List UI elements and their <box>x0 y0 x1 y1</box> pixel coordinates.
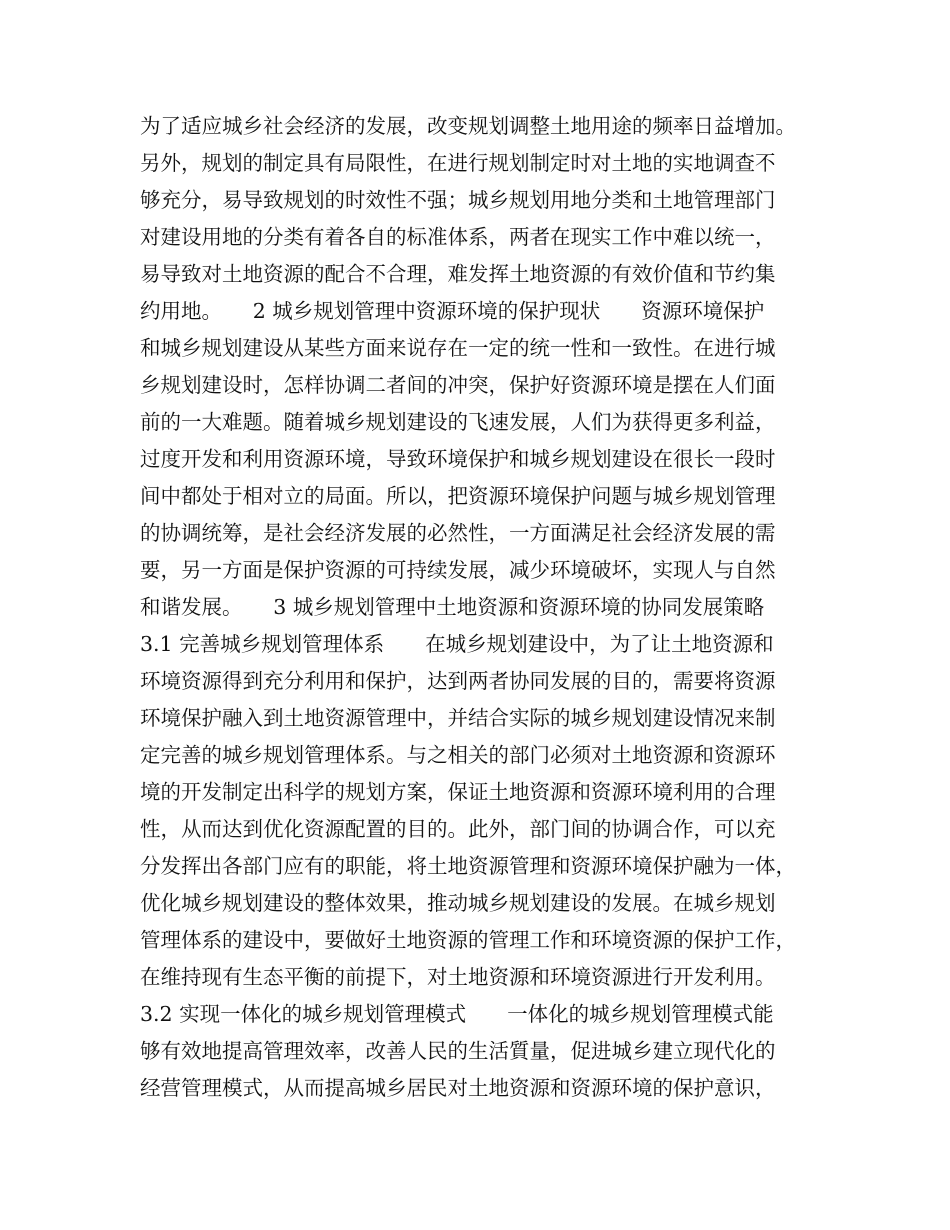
text-line: 分发挥出各部门应有的职能，将土地资源管理和资源环境保护融为一体， <box>140 854 796 878</box>
text-line: 够有效地提高管理效率，改善人民的生活質量，促进城乡建立现代化的 <box>140 1039 776 1063</box>
text-line: 性，从而达到优化资源配置的目的。此外，部门间的协调合作，可以充 <box>140 817 776 841</box>
text-line: 经营管理模式，从而提高城乡居民对土地资源和资源环境的保护意识， <box>140 1076 776 1100</box>
text-line: 环境保护融入到土地资源管理中，并结合实际的城乡规划建设情况来制 <box>140 706 776 730</box>
text-line: 过度开发和利用资源环境，导致环境保护和城乡规划建设在很长一段时 <box>140 447 776 471</box>
text-line: 和城乡规划建设从某些方面来说存在一定的统一性和一致性。在进行城 <box>140 336 776 360</box>
text-line: 管理体系的建设中，要做好土地资源的管理工作和环境资源的保护工作， <box>140 928 796 952</box>
text-line: 易导致对土地资源的配合不合理，难发挥土地资源的有效价值和节约集 <box>140 262 776 286</box>
text-line: 前的一大难题。随着城乡规划建设的飞速发展，人们为获得更多利益， <box>140 410 776 434</box>
text-line: 环境资源得到充分利用和保护，达到两者协同发展的目的，需要将资源 <box>140 669 776 693</box>
text-line: 另外，规划的制定具有局限性，在进行规划制定时对土地的实地调查不 <box>140 151 776 175</box>
body-text <box>140 108 840 1107</box>
text-line: 的协调统筹，是社会经济发展的必然性，一方面满足社会经济发展的需 <box>140 521 776 545</box>
text-line: 要，另一方面是保护资源的可持续发展，减少环境破坏，实现人与自然 <box>140 558 776 582</box>
text-line: 够充分，易导致规划的时效性不强；城乡规划用地分类和土地管理部门 <box>140 188 776 212</box>
text-line: 和谐发展。 3 城乡规划管理中土地资源和资源环境的协同发展策略 <box>140 595 765 619</box>
text-line: 间中都处于相对立的局面。所以，把资源环境保护问题与城乡规划管理 <box>140 484 776 508</box>
text-line: 优化城乡规划建设的整体效果，推动城乡规划建设的发展。在城乡规划 <box>140 891 776 915</box>
text-line: 约用地。 2 城乡规划管理中资源环境的保护现状 资源环境保护 <box>140 299 765 323</box>
text-line: 在维持现有生态平衡的前提下，对土地资源和环境资源进行开发利用。 <box>140 965 776 989</box>
text-line: 境的开发制定出科学的规划方案，保证土地资源和资源环境利用的合理 <box>140 780 776 804</box>
text-line: 对建设用地的分类有着各自的标准体系，两者在现实工作中难以统一， <box>140 225 776 249</box>
text-line: 定完善的城乡规划管理体系。与之相关的部门必须对土地资源和资源环 <box>140 743 776 767</box>
text-line: 为了适应城乡社会经济的发展，改变规划调整土地用途的频率日益增加。 <box>140 114 796 138</box>
text-line: 乡规划建设时，怎样协调二者间的冲突，保护好资源环境是摆在人们面 <box>140 373 776 397</box>
text-line: 3.1 完善城乡规划管理体系 在城乡规划建设中，为了让土地资源和 <box>140 632 774 656</box>
text-line: 3.2 实现一体化的城乡规划管理模式 一体化的城乡规划管理模式能 <box>140 1002 774 1026</box>
